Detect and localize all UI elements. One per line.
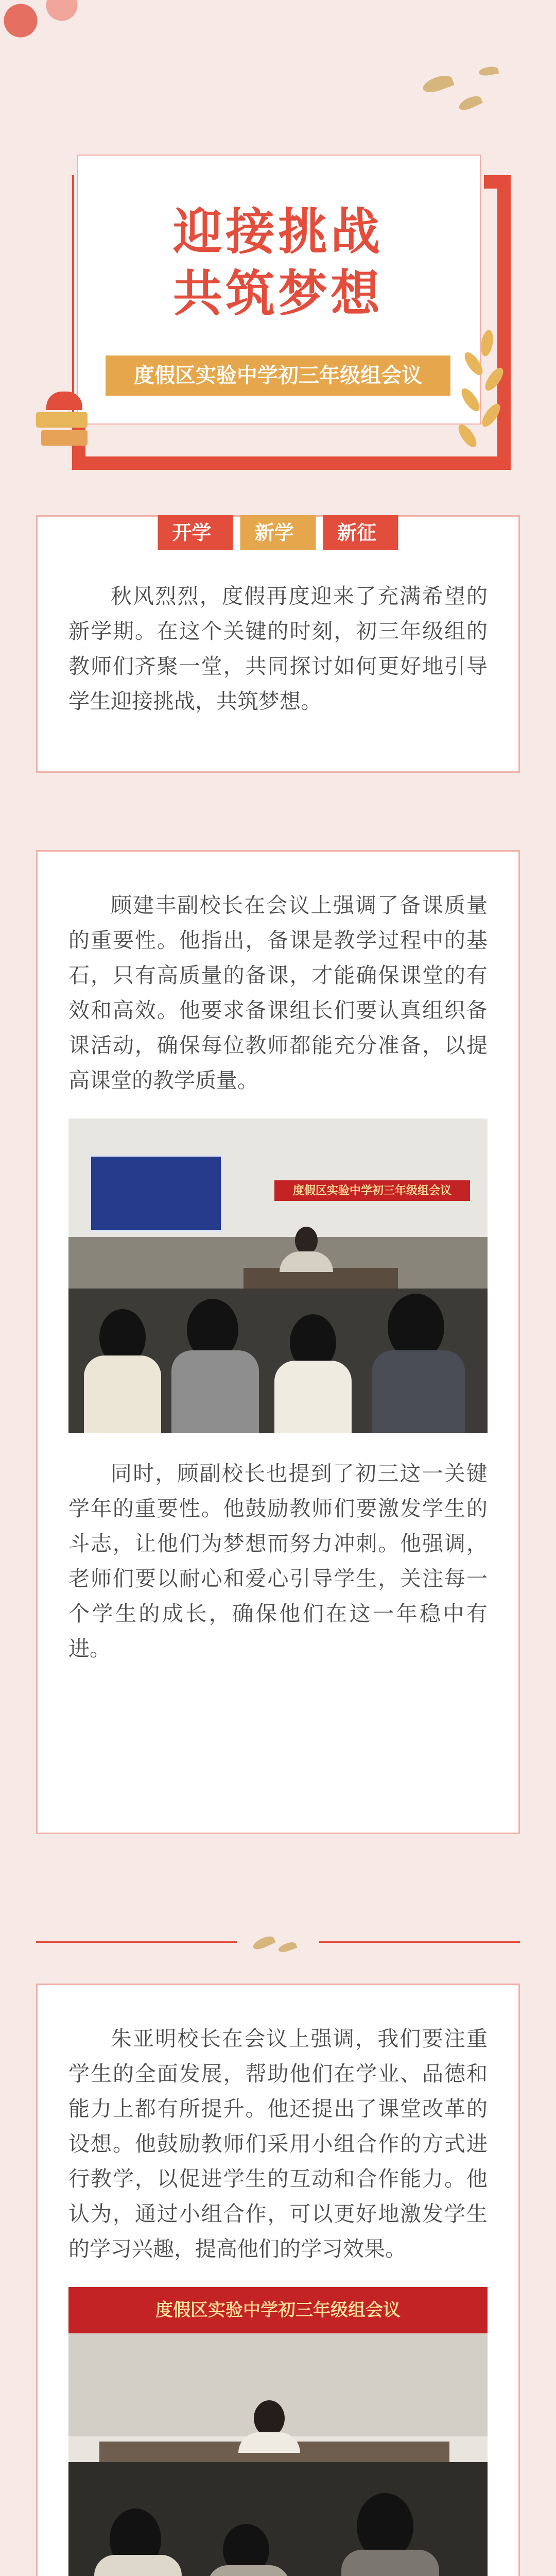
- title-line-1: 迎接挑战: [173, 202, 383, 261]
- wheat-icon: [461, 330, 507, 464]
- tag-group: [158, 515, 398, 579]
- subtitle-banner: 度假区实验中学初三年级组会议: [106, 355, 450, 396]
- meeting-banner: 度假区实验中学初三年级组会议: [274, 1180, 470, 1201]
- hero-header: [0, 0, 556, 495]
- section-divider: [36, 1922, 520, 1963]
- books-icon: [31, 392, 93, 464]
- page-title: [77, 201, 479, 325]
- vice-principal-card: [36, 850, 520, 1834]
- tag-xinxueqi: 新学期: [240, 515, 316, 550]
- tag-xinzhengcheng: 新征程: [323, 515, 398, 550]
- title-line-2: 共筑梦想: [173, 264, 383, 323]
- intro-paragraph: 秋风烈烈，度假再度迎来了充满希望的新学期。在这个关键的时刻，初三年级组的教师们齐聚一堂，共同探讨如何更好地引导学生迎接挑战，共筑梦想。: [68, 584, 488, 714]
- meeting-banner-2: 度假区实验中学初三年级组会议: [68, 2287, 488, 2333]
- principal-paragraph-1: 朱亚明校长在会议上强调，我们要注重学生的全面发展，帮助他们在学业、品德和能力上都有所提升。他还提出了课堂改革的设想。他鼓励教师们采用小组合作的方式进行教学，以促进学生的互动和合作能力。他认为，通过小组合作，可以更好地激发学生的学习兴趣，提高他们的学习效果。: [68, 2026, 488, 2261]
- vice-principal-paragraph-2: 同时，顾副校长也提到了初三这一关键学年的重要性。他鼓励教师们要激发学生的斗志，让他们为梦想而努力冲刺。他强调，老师们要以耐心和爱心引导学生，关注每一个学生的成长，确保他们在这一年稳中有进。: [68, 1461, 488, 1661]
- meeting-photo-2: [68, 2287, 488, 2576]
- principal-card: [36, 1984, 520, 2576]
- tag-kaixueji: 开学季: [158, 515, 233, 550]
- meeting-photo-1: [68, 1118, 488, 1433]
- projector-screen: [89, 1155, 223, 1232]
- dove-icon: [247, 1931, 309, 1957]
- corner-decoration: [0, 0, 113, 62]
- vice-principal-paragraph-1: 顾建丰副校长在会议上强调了备课质量的重要性。他指出，备课是教学过程中的基石，只有高质量的备课，才能确保课堂的有效和高效。他要求备课组长们要认真组织备课活动，确保每位教师都能充分准备，以提高课堂的教学质量。: [68, 893, 488, 1093]
- doves-icon: [417, 62, 510, 134]
- intro-card: [36, 515, 520, 773]
